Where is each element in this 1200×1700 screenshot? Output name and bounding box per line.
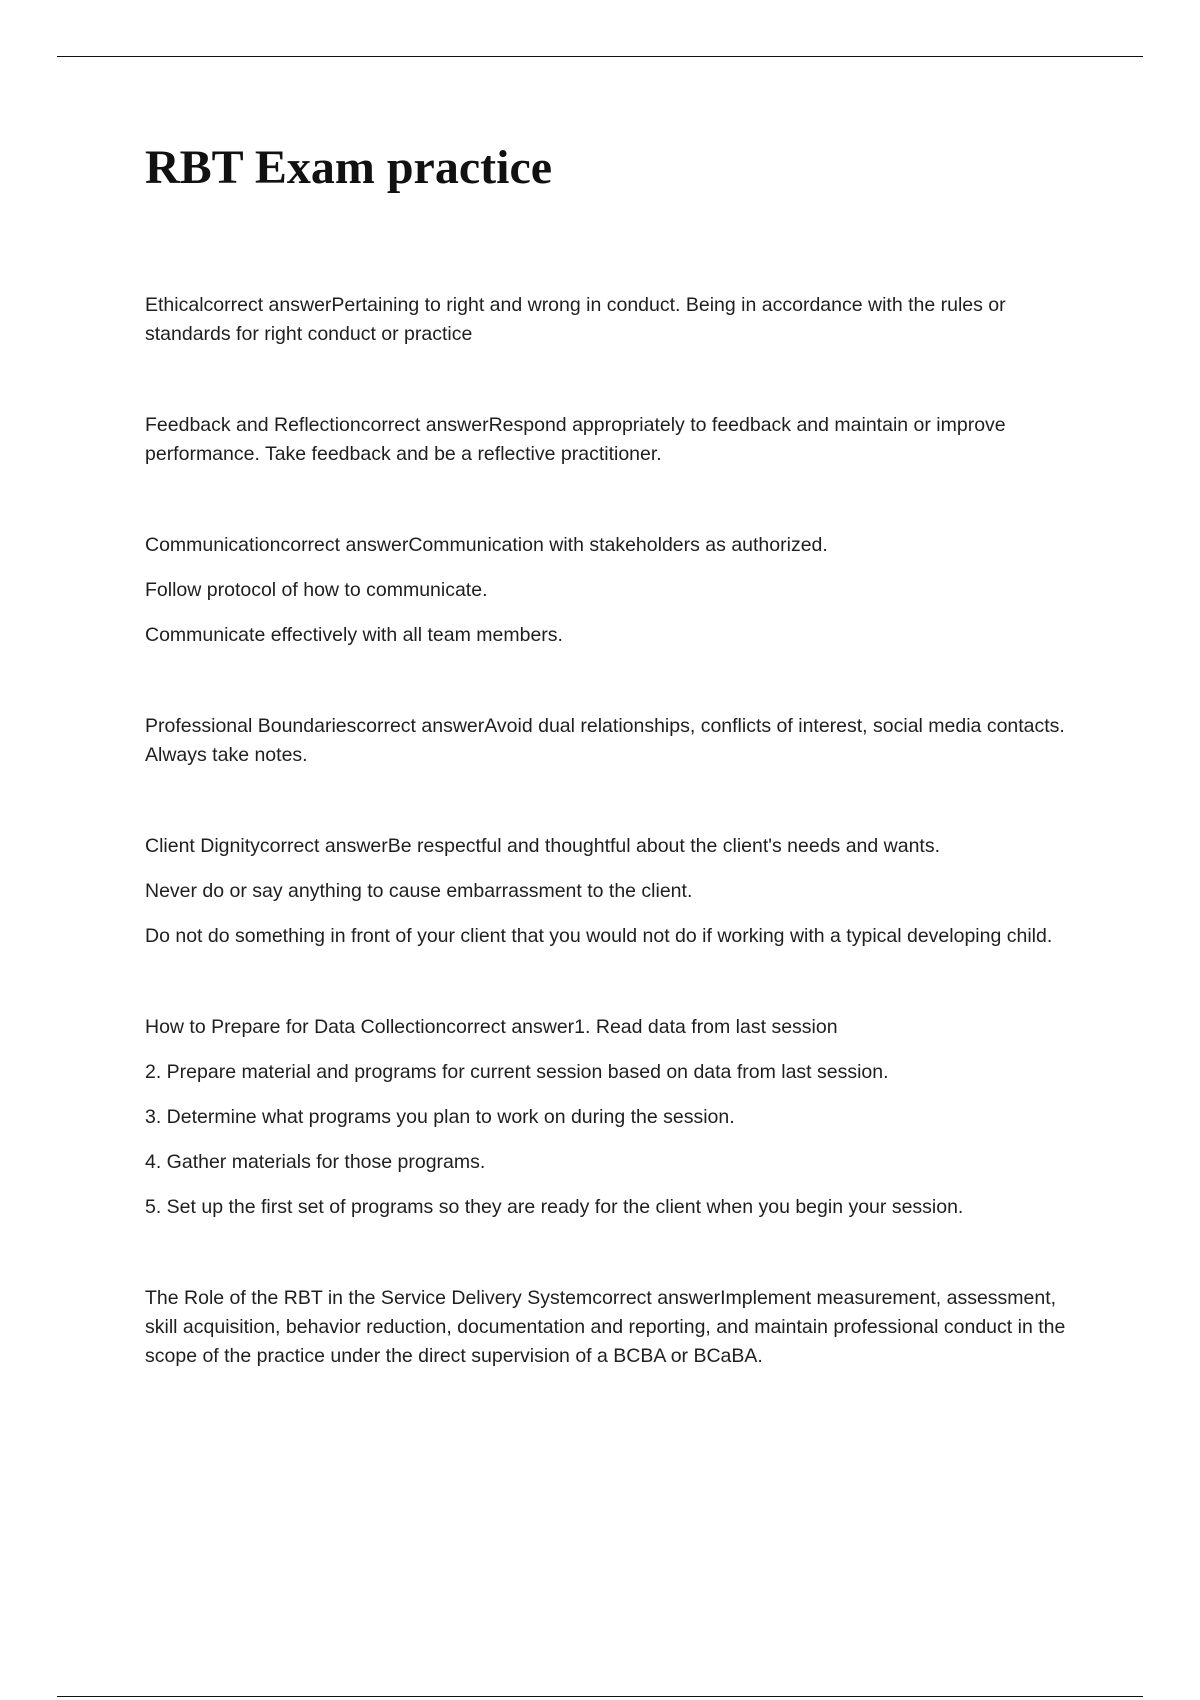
entry-paragraph: 5. Set up the first set of programs so they are ready for the client when you begin your session. — [145, 1196, 964, 1218]
entry-paragraph: 3. Determine what programs you plan to work on during the session. — [145, 1106, 735, 1128]
entry-paragraph: Feedback and Reflectioncorrect answerRespond appropriately to feedback and maintain or improve performance. Take feedback and be a reflective practitioner. — [145, 414, 1006, 465]
entry-paragraph: Communicationcorrect answerCommunication with stakeholders as authorized. — [145, 534, 828, 556]
entry-data-collection-prep — [145, 1013, 1090, 1222]
entry-paragraph: How to Prepare for Data Collectioncorrect answer1. Read data from last session — [145, 1016, 838, 1038]
entry-list — [145, 291, 1090, 1433]
entry-paragraph: Professional Boundariescorrect answerAvoid dual relationships, conflicts of interest, social media contacts. Always take notes. — [145, 715, 1065, 766]
page-title: RBT Exam practice — [145, 141, 553, 194]
entry-client-dignity — [145, 832, 1090, 951]
entry-paragraph: 2. Prepare material and programs for current session based on data from last session. — [145, 1061, 889, 1083]
entry-paragraph: Follow protocol of how to communicate. — [145, 579, 488, 601]
entry-professional-boundaries — [145, 712, 1090, 770]
bottom-divider — [57, 1696, 1143, 1697]
entry-ethical — [145, 291, 1090, 349]
entry-paragraph: Never do or say anything to cause embarrassment to the client. — [145, 880, 693, 902]
entry-paragraph: Do not do something in front of your client that you would not do if working with a typical developing child. — [145, 925, 1053, 947]
entry-paragraph: Ethicalcorrect answerPertaining to right and wrong in conduct. Being in accordance with the rules or standards for right conduct or practice — [145, 294, 1006, 345]
entry-paragraph: 4. Gather materials for those programs. — [145, 1151, 486, 1173]
entry-feedback-and-reflection — [145, 411, 1090, 469]
entry-role-of-rbt — [145, 1284, 1090, 1371]
entry-communication — [145, 531, 1090, 650]
entry-paragraph: Client Dignitycorrect answerBe respectful and thoughtful about the client's needs and wants. — [145, 835, 941, 857]
top-divider — [57, 56, 1143, 57]
entry-paragraph: The Role of the RBT in the Service Delivery Systemcorrect answerImplement measurement, assessment, skill acquisition, behavior reduction, documentation and reporting, and maintain professional conduct in the scope of the practice under the direct supervision of a BCBA or BCaBA. — [145, 1287, 1066, 1367]
entry-paragraph: Communicate effectively with all team members. — [145, 624, 563, 646]
